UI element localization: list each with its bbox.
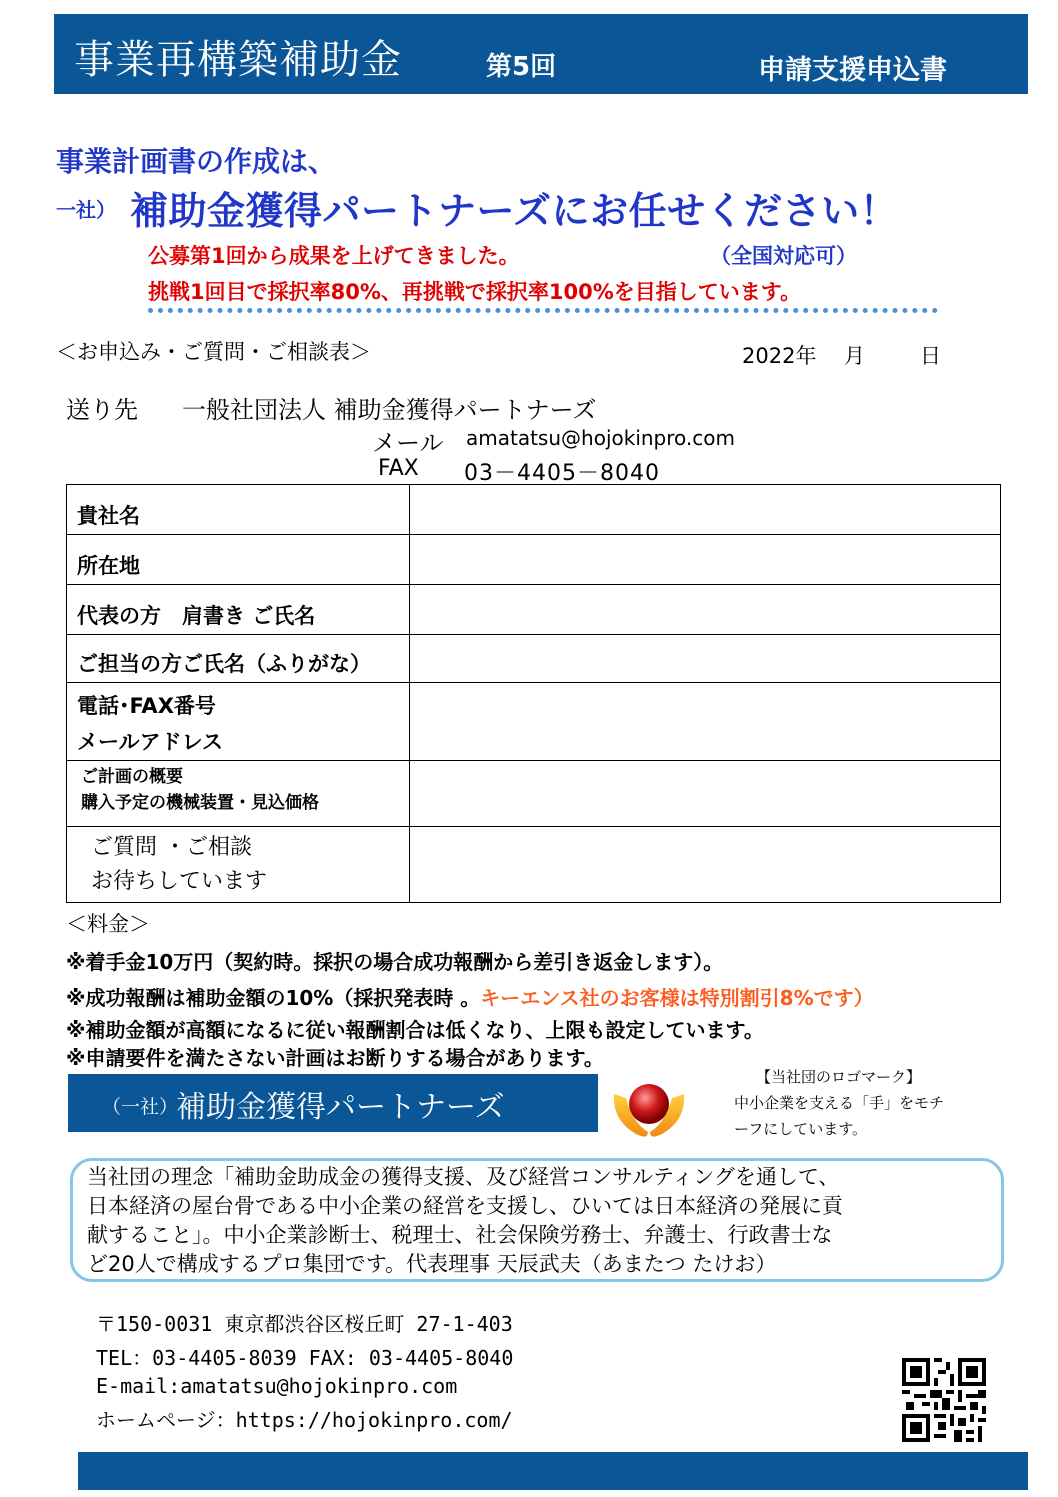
- form-label-phone-email: [67, 683, 410, 761]
- fees-title: ＜料金＞: [66, 912, 150, 936]
- form-label-representative: 代表の方 肩書き ご氏名: [67, 585, 410, 635]
- form-row-phone-email: [67, 683, 1001, 761]
- fee-line-2-highlight: キーエンス社のお客様は特別割引8%です）: [480, 986, 874, 1010]
- org-banner-prefix: （一社）: [102, 1096, 179, 1118]
- headline-org-prefix: 一社）: [56, 198, 116, 222]
- mission-line-4: ど20人で構成するプロ集団です。代表理事 天辰武夫（あまたつ たけお）: [87, 1252, 777, 1276]
- date-day: 日: [920, 344, 941, 368]
- date-month: 月: [844, 344, 865, 368]
- mission-statement-box: [70, 1158, 1004, 1282]
- fax-label: FAX: [378, 456, 419, 481]
- logo-caption-2: 中小企業を支える「手」をモチ: [734, 1094, 945, 1112]
- form-row-representative: [67, 585, 1001, 635]
- form-label-email: メールアドレス: [77, 730, 223, 754]
- date-year: 2022年: [742, 344, 817, 368]
- form-label-address: 所在地: [67, 535, 410, 585]
- header-round: 第5回: [486, 52, 557, 82]
- form-label-questions-1: ご質問 ・ご相談: [91, 834, 252, 860]
- headline-line1: 事業計画書の作成は、: [56, 145, 337, 178]
- form-field-phone-email[interactable]: [410, 683, 1001, 761]
- logo-caption-3: ーフにしています。: [734, 1120, 868, 1138]
- headline-sub2: 挑戦1回目で採択率80%、再挑戦で採択率100%を目指しています。: [148, 280, 802, 304]
- header-title: 事業再構築補助金: [74, 37, 402, 83]
- form-title: ＜お申込み・ご質問・ご相談表＞: [56, 340, 371, 364]
- headline-sub1-note: （全国対応可）: [710, 244, 857, 268]
- fee-line-2-text: ※成功報酬は補助金額の10%（採択発表時 。: [66, 986, 481, 1010]
- destination-org: 一般社団法人 補助金獲得パートナーズ: [182, 396, 597, 424]
- contact-tel-fax: TEL：03-4405-8039 FAX: 03-4405-8040: [96, 1346, 514, 1370]
- application-form-table: [66, 484, 1001, 903]
- form-field-representative[interactable]: [410, 585, 1001, 635]
- headline-line2: 補助金獲得パートナーズにお任せください！: [130, 189, 899, 233]
- headline-sub1: 公募第1回から成果を上げてきました。: [148, 244, 520, 268]
- logo-caption-1: 【当社団のロゴマーク】: [756, 1068, 922, 1086]
- footer-bar: [78, 1452, 1028, 1490]
- header-form-name: 申請支援申込書: [758, 55, 947, 86]
- qr-code-icon: [902, 1358, 986, 1442]
- form-label-phone: 電話･FAX番号: [77, 694, 216, 718]
- fee-line-4: ※申請要件を満たさない計画はお断りする場合があります。: [66, 1046, 604, 1070]
- contact-address: 〒150-0031 東京都渋谷区桜丘町 27-1-403: [96, 1312, 513, 1336]
- form-row-company: [67, 485, 1001, 535]
- form-row-plan: [67, 761, 1001, 827]
- org-banner: [68, 1074, 598, 1132]
- fee-line-3: ※補助金額が高額になるに従い報酬割合は低くなり、上限も設定しています。: [66, 1018, 764, 1042]
- form-label-questions: [67, 827, 410, 903]
- form-row-questions: [67, 827, 1001, 903]
- form-field-plan[interactable]: [410, 761, 1001, 827]
- form-row-address: [67, 535, 1001, 585]
- form-label-plan: [67, 761, 410, 827]
- form-field-questions[interactable]: [410, 827, 1001, 903]
- mission-line-1: 当社団の理念「補助金助成金の獲得支援、及び経営コンサルティングを通して、: [87, 1165, 840, 1189]
- destination-label: 送り先: [66, 396, 138, 424]
- form-field-address[interactable]: [410, 535, 1001, 585]
- mission-line-2: 日本経済の屋台骨である中小企業の経営を支援し、ひいては日本経済の発展に貢: [87, 1194, 843, 1218]
- form-field-contact-person[interactable]: [410, 635, 1001, 683]
- form-label-plan-summary: ご計画の概要: [81, 766, 183, 787]
- contact-homepage: ホームページ：https://hojokinpro.com/: [96, 1408, 513, 1432]
- form-field-company[interactable]: [410, 485, 1001, 535]
- mail-label: メール: [372, 429, 444, 457]
- org-banner-name: 補助金獲得パートナーズ: [176, 1090, 505, 1125]
- form-label-company: 貴社名: [67, 485, 410, 535]
- form-label-questions-2: お待ちしています: [91, 868, 268, 894]
- header-bar: [54, 14, 1028, 94]
- fee-line-1: ※着手金10万円（契約時。採択の場合成功報酬から差引き返金します）。: [66, 950, 724, 974]
- contact-email: E-mail:amatatsu@hojokinpro.com: [96, 1374, 458, 1398]
- fax-number: 03－4405－8040: [464, 461, 660, 486]
- hands-logo-icon: [606, 1076, 692, 1146]
- fee-line-2: [66, 982, 874, 1011]
- form-row-contact-person: [67, 635, 1001, 683]
- mail-address: amatatsu@hojokinpro.com: [466, 426, 735, 450]
- form-label-contact-person: ご担当の方ご氏名（ふりがな）: [67, 635, 410, 683]
- mission-line-3: 献すること」。中小企業診断士、税理士、社会保険労務士、弁護士、行政書士な: [87, 1223, 833, 1247]
- form-label-plan-equipment: 購入予定の機械装置・見込価格: [81, 792, 319, 813]
- dotted-divider: [148, 308, 938, 313]
